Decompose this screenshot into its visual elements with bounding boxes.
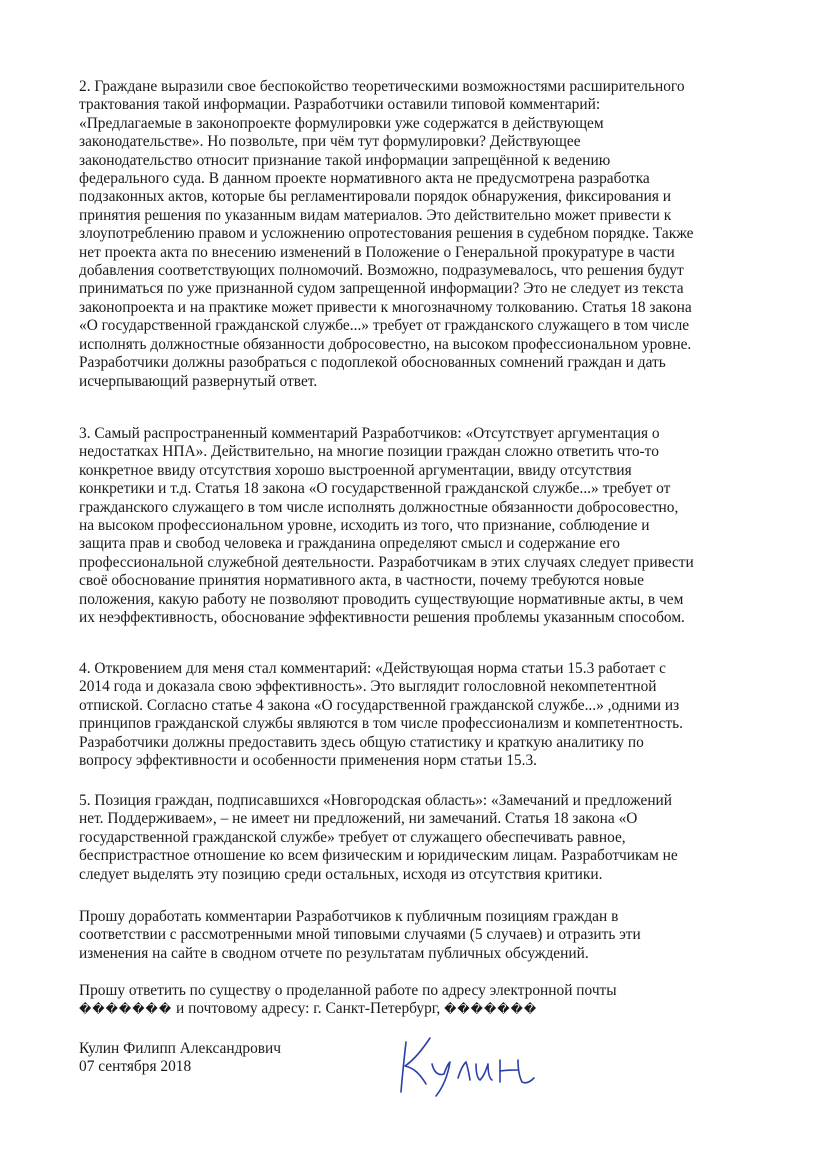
text-line: федерального суда. В данном проекте нормативного акта не предусмотрена разработка <box>79 170 650 188</box>
text-line: исчерпывающий развернутый ответ. <box>79 372 318 390</box>
text-line: беспристрастное отношение ко всем физическим и юридическим лицам. Разработчикам не <box>79 847 678 865</box>
text-line: подзаконных актов, которые бы регламентировали порядок обнаружения, фиксирования и <box>79 188 672 206</box>
address-text: и почтовому адресу: г. Санкт-Петербург, <box>172 1000 445 1018</box>
text-line: «О государственной гражданской службе...» требует от гражданского служащего в том числе <box>79 317 690 335</box>
text-line: отпиской. Согласно статье 4 закона «О государственной гражданской службе...» ,одними из <box>79 696 680 714</box>
text-line: соответствии с рассмотренными мной типовыми случаями (5 случаев) и отразить эти <box>79 926 641 944</box>
paragraph-4 <box>79 660 769 770</box>
text-line: законодательстве». Но позвольте, при чём тут формулировки? Действующее <box>79 133 581 151</box>
text-line: добавления соответствующих полномочий. Возможно, подразумевалось, что решения будут <box>79 262 684 280</box>
text-line: приниматься по уже признанной судом запрещенной информации? Это не следует из текста <box>79 280 684 298</box>
contact-line: Прошу ответить по существу о проделанной работе по адресу электронной почты <box>79 982 617 999</box>
text-line: трактования такой информации. Разработчики оставили типовой комментарий: <box>79 96 601 114</box>
text-line: злоупотреблению правом и усложнению опротестования решения в судебном порядке. Также <box>79 225 694 243</box>
redacted-address: ������� <box>444 1002 538 1017</box>
text-line: 4. Откровением для меня стал комментарий: «Действующая норма статьи 15.3 работает с <box>79 660 666 677</box>
text-line: конкретное ввиду отсутствия хорошо выстроенной аргументации, ввиду отсутствия <box>79 461 632 479</box>
text-line: нет проекта акта по внесению изменений в Положение о Генеральной прокуратуре в части <box>79 243 675 261</box>
text-line: Разработчики должны разобраться с подоплекой обоснованных сомнений граждан и дать <box>79 354 666 372</box>
text-line: исполнять должностные обязанности добросовестно, на высоком профессиональном уровне. <box>79 335 692 353</box>
text-line: недостатках НПА». Действительно, на многие позиции граждан сложно ответить что-то <box>79 443 659 461</box>
handwritten-signature <box>392 1030 542 1098</box>
contact-paragraph <box>79 982 769 1019</box>
text-line: принятия решения по указанным видам материалов. Это действительно может привести к <box>79 206 672 224</box>
text-line: своё обоснование принятия нормативного акта, в частности, почему требуются новые <box>79 572 644 590</box>
text-line: положения, какую работу не позволяют проводить существующие нормативные акты, в чем <box>79 590 684 608</box>
text-line: 3. Самый распространенный комментарий Разработчиков: «Отсутствует аргументация о <box>79 425 660 442</box>
author-name: Кулин Филипп Александрович <box>79 1040 282 1057</box>
text-line: законопроекта и на практике может привести к многозначному толкованию. Статья 18 закона <box>79 298 692 316</box>
text-line: государственной гражданской службе» требует от служащего обеспечивать равное, <box>79 828 626 846</box>
text-line: вопросу эффективности и особенности применения норм статьи 15.3. <box>79 752 538 770</box>
signature-date: 07 сентября 2018 <box>79 1058 192 1076</box>
paragraph-3 <box>79 425 769 627</box>
text-line: принципов гражданской службы являются в том числе профессионализм и компетентность. <box>79 715 683 733</box>
paragraph-2 <box>79 78 769 391</box>
text-line: законодательство относит признание такой информации запрещённой к ведению <box>79 151 611 169</box>
request-paragraph <box>79 908 769 963</box>
text-line: гражданского служащего в том числе исполнять должностные обязанности добросовестно, <box>79 498 679 516</box>
text-line: 2014 года и доказала свою эффективность». Это выглядит голословной некомпетентной <box>79 678 657 696</box>
text-line: нет. Поддерживаем», – не имеет ни предложений, ни замечаний. Статья 18 закона «О <box>79 810 638 828</box>
text-line: изменения на сайте в сводном отчете по результатам публичных обсуждений. <box>79 944 589 962</box>
text-line: 2. Граждане выразили свое беспокойство теоретическими возможностями расширительного <box>79 78 685 95</box>
text-line: профессиональной служебной деятельности. Разработчикам в этих случаях следует привести <box>79 553 694 571</box>
text-line: Разработчики должны предоставить здесь общую статистику и краткую аналитику по <box>79 733 644 751</box>
signature-block <box>79 1040 281 1077</box>
text-line: защита прав и свобод человека и гражданина определяют смысл и содержание его <box>79 535 620 553</box>
text-line: их неэффективность, обоснование эффективности решения проблемы указанным способом. <box>79 609 685 627</box>
address-line <box>79 1000 769 1018</box>
text-line: Прошу доработать комментарии Разработчиков к публичным позициям граждан в <box>79 908 619 925</box>
text-line: следует выделять эту позицию среди остальных, исходя из отсутствия критики. <box>79 865 603 883</box>
text-line: на высоком профессиональном уровне, исходить из того, что признание, соблюдение и <box>79 517 650 535</box>
text-line: «Предлагаемые в законопроекте формулировки уже содержатся в действующем <box>79 114 604 132</box>
text-line: 5. Позиция граждан, подписавшихся «Новгородская область»: «Замечаний и предложений <box>79 792 673 809</box>
redacted-email: ������� <box>79 1002 173 1017</box>
paragraph-5 <box>79 792 769 884</box>
text-line: конкретики и т.д. Статья 18 закона «О государственной гражданской службе...» требует от <box>79 480 671 498</box>
